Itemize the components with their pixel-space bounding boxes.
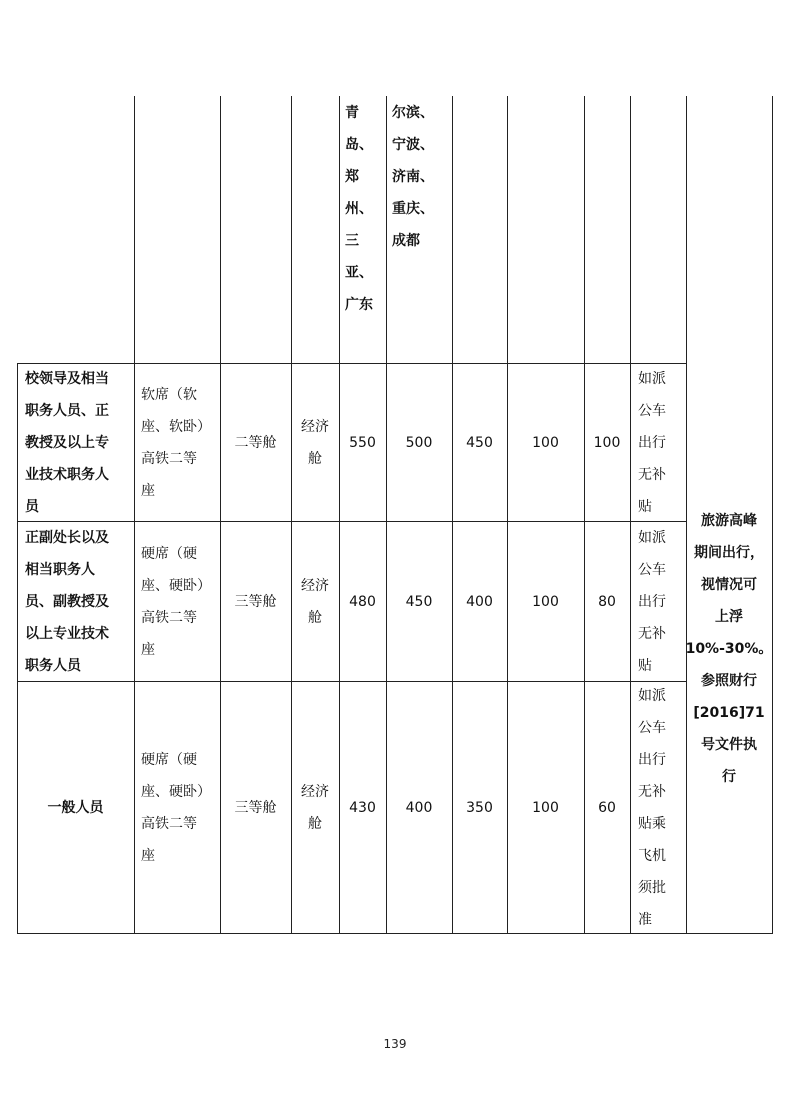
plane-class-row-3: 经济 舱 [301,783,329,832]
value-row-2-col-2: 450 [405,593,433,610]
plane-class-row-1: 经济 舱 [301,418,329,467]
value-row-2-col-1: 480 [349,593,376,610]
value-row-1-col-5: 100 [593,434,621,451]
continuation-city-list-a: 青 岛、 郑 州、 三 亚、 广东 [345,105,373,313]
value-row-1-col-1: 550 [349,434,376,451]
value-row-3-col-5: 60 [598,799,616,816]
continuation-city-list-b: 尔滨、 宁波、 济南、 重庆、 成都 [392,105,434,249]
value-row-3-col-3: 350 [466,799,493,816]
value-row-2-col-4: 100 [532,593,559,610]
note-row-1: 如派 公车 出行 无补 贴 [638,370,666,515]
value-row-3-col-1: 430 [349,799,376,816]
note-row-3: 如派 公车 出行 无补 贴乘 飞机 须批 准 [638,687,666,928]
ship-class-row-3: 三等舱 [234,799,277,816]
train-class-row-3: 硬席（硬 座、硬卧） 高铁二等 座 [141,751,211,864]
train-class-row-2: 硬席（硬 座、硬卧） 高铁二等 座 [141,545,211,658]
personnel-row-1: 校领导及相当 职务人员、正 教授及以上专 业技术职务人 员 [25,370,109,515]
ship-class-row-2: 三等舱 [234,593,277,610]
value-row-3-col-2: 400 [405,799,433,816]
table-col-line [134,96,135,934]
merged-peak-season-note: 旅游高峰 期间出行， 视情况可 上浮 10%-30%。 参照财行 [2016]71 号文件执 行 [685,512,773,785]
note-row-2: 如派 公车 出行 无补 贴 [638,529,666,674]
ship-class-row-1: 二等舱 [234,434,277,451]
page-number: 139 [383,1037,407,1051]
value-row-3-col-4: 100 [532,799,559,816]
value-row-1-col-3: 450 [466,434,493,451]
value-row-1-col-2: 500 [405,434,433,451]
value-row-2-col-5: 80 [598,593,616,610]
personnel-row-3: 一般人员 [47,799,104,816]
table-col-line [630,96,631,934]
value-row-2-col-3: 400 [466,593,493,610]
value-row-1-col-4: 100 [532,434,559,451]
train-class-row-1: 软席（软 座、软卧） 高铁二等 座 [141,386,211,499]
personnel-row-2: 正副处长以及 相当职务人 员、副教授及 以上专业技术 职务人员 [25,529,109,674]
plane-class-row-2: 经济 舱 [301,577,329,626]
